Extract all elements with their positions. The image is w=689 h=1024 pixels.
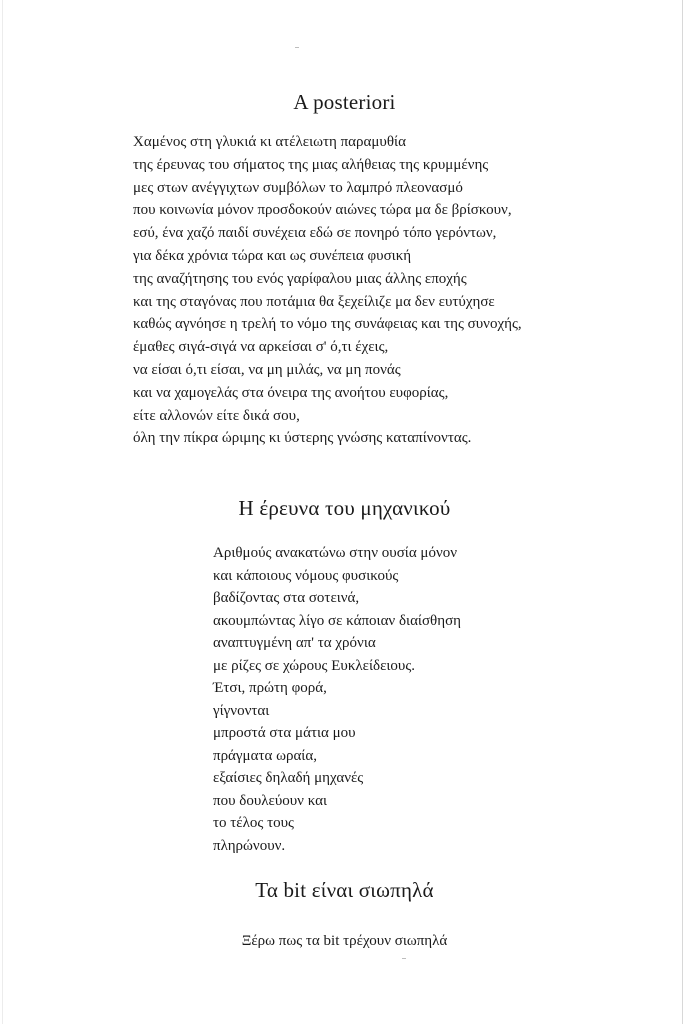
poem-line: εξαίσιες δηλαδή μηχανές — [213, 770, 364, 786]
poem-line: μες στων ανέγγιχτων συμβόλων το λαμπρό πλεονασμό — [133, 179, 463, 196]
poem-line: μπροστά στα μάτια μου — [213, 725, 356, 741]
poem-title-bits-are-silent: Τα bit είναι σιωπηλά — [255, 878, 434, 902]
poem-line: να είσαι ό,τι είσαι, να μη μιλάς, να μη πονάς — [133, 361, 401, 378]
scan-speck — [402, 958, 406, 959]
poem-line: Αριθμούς ανακατώνω στην ουσία μόνον — [213, 545, 458, 561]
poem-bits-are-silent-body — [0, 930, 689, 953]
poem-line: Χαμένος στη γλυκιά κι ατέλειωτη παραμυθία — [133, 134, 406, 150]
poem-engineer-research-body — [213, 542, 461, 857]
poem-line: Ξέρω πως τα bit τρέχουν σιωπηλά — [241, 933, 448, 949]
poem-line: το τέλος τους — [213, 815, 294, 831]
poem-line: και να χαμογελάς στα όνειρα της ανοήτου ευφορίας, — [133, 384, 449, 401]
poem-line: πράγματα ωραία, — [213, 747, 317, 764]
poem-line: έμαθες σιγά-σιγά να αρκείσαι σ' ό,τι έχεις, — [133, 339, 389, 356]
poem-line: της αναζήτησης του ενός γαρίφαλου μιας άλλης εποχής — [133, 270, 467, 287]
poem-line: γίγνονται — [213, 702, 270, 719]
poem-line: αναπτυγμένη απ' τα χρόνια — [213, 635, 376, 651]
poem-line: και κάποιους νόμους φυσικούς — [213, 567, 399, 584]
poem-line: βαδίζοντας στα σοτεινά, — [213, 590, 360, 606]
poem-line: που δουλεύουν και — [213, 792, 328, 809]
poem-title-engineer-research: Η έρευνα του μηχανικού — [238, 496, 451, 520]
poem-line: για δέκα χρόνια τώρα και ως συνέπεια φυσική — [133, 247, 412, 264]
poem-line: είτε αλλονών είτε δικά σου, — [133, 407, 300, 424]
poem-title-a-posteriori: A posteriori — [293, 90, 396, 114]
scan-speck — [295, 47, 299, 48]
poem-a-posteriori-body — [133, 131, 522, 450]
poem-line: Έτσι, πρώτη φορά, — [213, 680, 327, 696]
poem-line: εσύ, ένα χαζό παιδί συνέχεια εδώ σε πονηρό τόπο γερόντων, — [133, 225, 497, 242]
poem-line: και της σταγόνας που ποτάμια θα ξεχείλιζε μα δεν ευτύχησε — [133, 293, 495, 310]
poem-line: πληρώνουν. — [213, 837, 286, 854]
poem-line: ακουμπώντας λίγο σε κάποιαν διαίσθηση — [213, 612, 462, 629]
poem-line: της έρευνας του σήματος της μιας αλήθειας της κρυμμένης — [133, 156, 489, 173]
poem-line: καθώς αγνόησε η τρελή το νόμο της συνάφειας και της συνοχής, — [133, 316, 522, 333]
poem-line: που κοινωνία μόνον προσδοκούν αιώνες τώρα μα δε βρίσκουν, — [133, 202, 512, 219]
poem-line: όλη την πίκρα ώριμης κι ύστερης γνώσης καταπίνοντας. — [133, 430, 472, 447]
poem-line: με ρίζες σε χώρους Ευκλείδειους. — [213, 657, 416, 674]
